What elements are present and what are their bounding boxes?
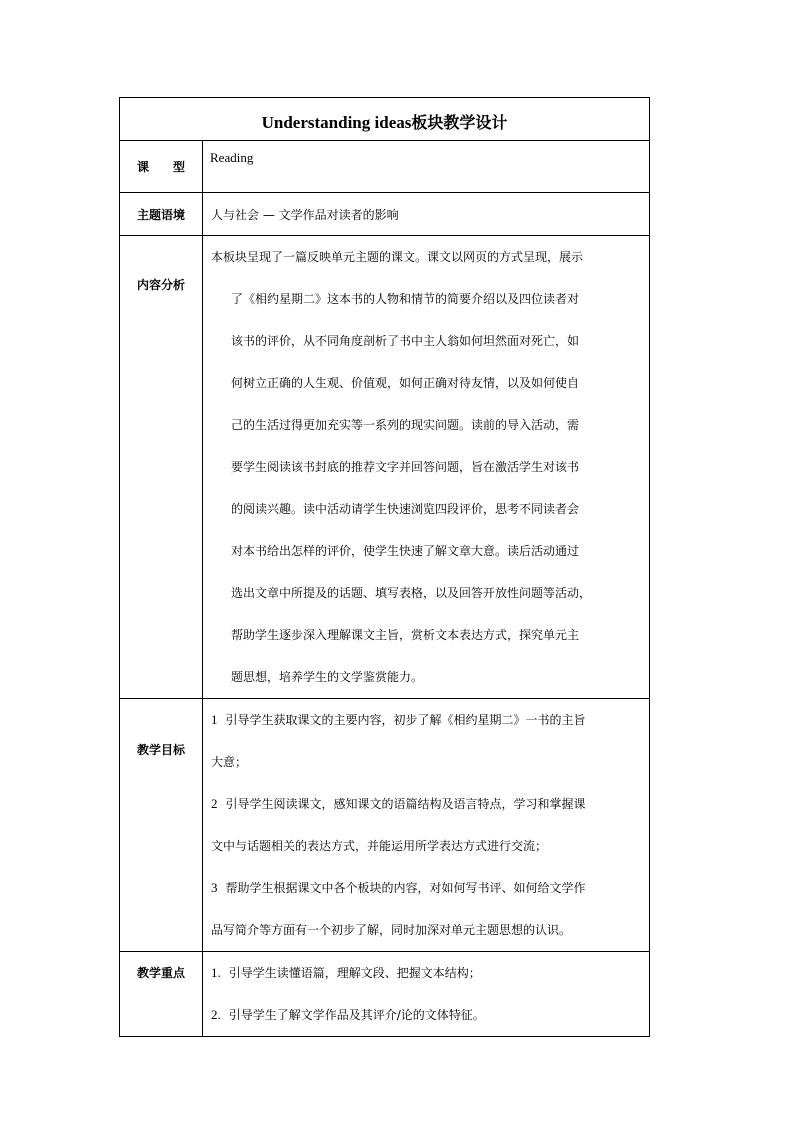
title-cell xyxy=(120,98,650,141)
theme-context-label: 主题语境 xyxy=(120,193,203,236)
title-chinese: 板块教学设计 xyxy=(411,112,508,132)
goal-number: 3 xyxy=(211,880,218,895)
theme-context-row xyxy=(120,193,650,236)
teaching-goals-label: 教学目标 xyxy=(136,743,185,757)
goal-number: 2 xyxy=(211,796,218,811)
goal-number: 1 xyxy=(211,712,218,727)
content-analysis-text xyxy=(211,236,649,698)
title-row xyxy=(120,98,650,141)
lesson-type-row xyxy=(120,141,650,193)
goal-text: 引导学生阅读课文，感知课文的语篇结构及语言特点，学习和掌握课 xyxy=(225,797,586,811)
goal-text: 帮助学生根据课文中各个板块的内容，对如何写书评、如何给文学作 xyxy=(225,881,586,895)
focus-text: 引导学生读懂语篇，理解文段、把握文本结构； xyxy=(228,966,481,980)
goal-item xyxy=(211,783,649,825)
focus-item xyxy=(211,994,649,1036)
lesson-type-value: Reading xyxy=(203,141,650,193)
page-title xyxy=(262,110,508,133)
analysis-line: 何树立正确的人生观、价值观，如何正确对待友情，以及如何使自 xyxy=(231,376,580,390)
content-analysis-row xyxy=(120,236,650,699)
goal-text: 引导学生获取课文的主要内容，初步了解《相约星期二》一书的主旨 xyxy=(225,713,586,727)
analysis-line: 的阅读兴趣。读中活动请学生快速浏览四段评价，思考不同读者会 xyxy=(231,502,580,516)
lesson-plan-table xyxy=(119,97,650,1037)
teaching-goals-row xyxy=(120,699,650,952)
teaching-focus-label: 教学重点 xyxy=(136,966,185,980)
content-analysis-label: 内容分析 xyxy=(136,278,185,292)
title-english: Understanding ideas xyxy=(261,112,412,132)
analysis-line: 帮助学生逐步深入理解课文主旨，赏析文本表达方式，探究单元主 xyxy=(231,628,580,642)
teaching-focus-label-cell xyxy=(120,952,203,1037)
teaching-focus-body xyxy=(203,952,650,1037)
analysis-line: 本板块呈现了一篇反映单元主题的课文。课文以网页的方式呈现，展示 xyxy=(211,250,584,264)
analysis-line: 要学生阅读该书封底的推荐文字并回答问题，旨在激活学生对该书 xyxy=(231,460,580,474)
analysis-line: 题思想，培养学生的文学鉴赏能力。 xyxy=(231,670,424,684)
analysis-line: 了《相约星期二》这本书的人物和情节的简要介绍以及四位读者对 xyxy=(231,292,580,306)
goal-text-continued: 大意； xyxy=(211,755,248,769)
lesson-type-label: 课 型 xyxy=(120,141,203,193)
teaching-goals-body xyxy=(203,699,650,952)
analysis-line: 该书的评价，从不同角度剖析了书中主人翁如何坦然面对死亡，如 xyxy=(231,334,580,348)
focus-number: 2. xyxy=(211,1007,221,1022)
goal-text-continued: 品写简介等方面有一个初步了解，同时加深对单元主题思想的认识。 xyxy=(211,923,572,937)
teaching-goals-label-cell xyxy=(120,699,203,952)
content-analysis-label-cell xyxy=(120,236,203,699)
analysis-line: 对本书给出怎样的评价，使学生快速了解文章大意。读后活动通过 xyxy=(231,544,580,558)
goal-item xyxy=(211,867,649,909)
analysis-line: 选出文章中所提及的话题、填写表格，以及回答开放性问题等活动， xyxy=(231,586,592,600)
focus-item xyxy=(211,952,649,994)
goal-text-continued: 文中与话题相关的表达方式，并能运用所学表达方式进行交流； xyxy=(211,839,548,853)
theme-context-value: 人与社会 — 文学作品对读者的影响 xyxy=(203,193,650,236)
teaching-focus-row xyxy=(120,952,650,1037)
content-analysis-body xyxy=(203,236,650,699)
focus-text: 引导学生了解文学作品及其评介/论的文体特征。 xyxy=(228,1008,485,1022)
analysis-line: 己的生活过得更加充实等一系列的现实问题。读前的导入活动，需 xyxy=(231,418,580,432)
goal-item xyxy=(211,699,649,741)
focus-number: 1. xyxy=(211,965,221,980)
